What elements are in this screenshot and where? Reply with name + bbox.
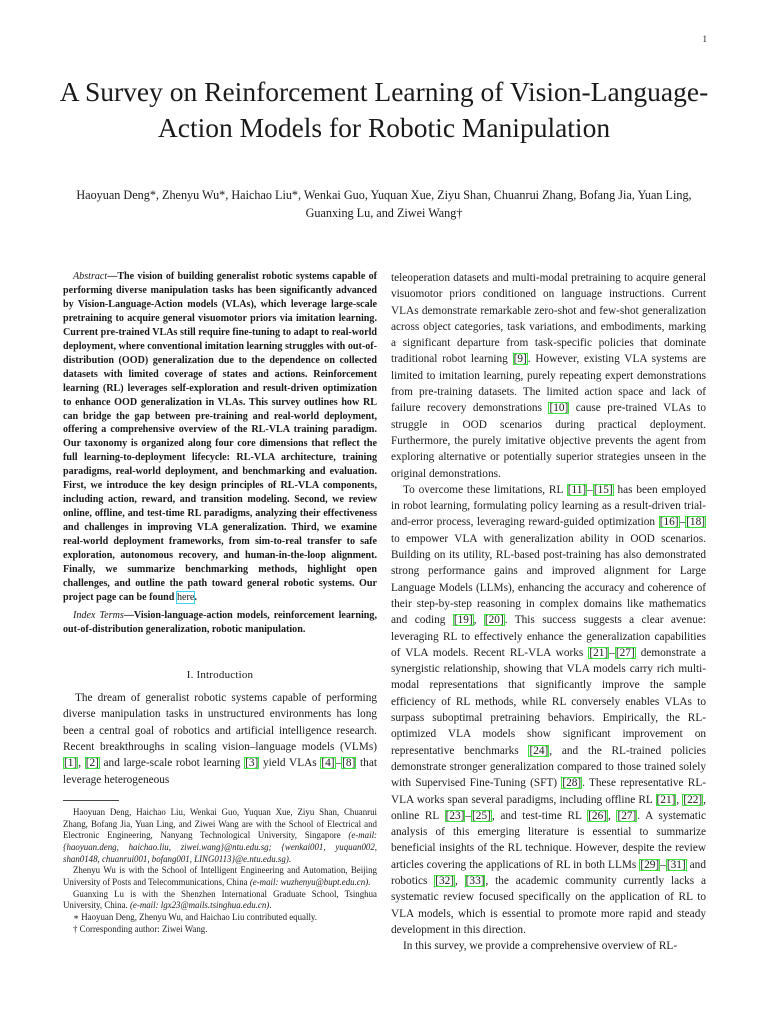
- section-heading-introduction: I. Introduction: [186, 668, 254, 681]
- citation-link[interactable]: [4]: [321, 757, 335, 770]
- abstract-text: —The vision of building generalist robotic systems capable of performing diverse manipulation tasks has been significantly advanced by Vision-Language-Action models (VLAs), which leverage large-scale pretraining to acquire general visuomotor priors via imitation learning. Current pre-trained VLAs still require fine-tuning to adapt to real-world deployment, where conventional imitation learning struggles with out-of-distribution (OOD) generalization due to the dependence on collected datasets with limited coverage of states and actions. Reinforcement learning (RL) leverages self-exploration and result-driven optimization to enhance OOD generalization in VLAs. This survey outlines how RL can bridge the gap between pre-training and real-world deployment, offering a comprehensive overview of the RL-VLA training paradigm. Our taxonomy is organized along four core dimensions that reflect the full learning-to-deployment lifecycle: RL-VLA architecture, training paradigms, real-world deployment, and benchmarking and evaluation. First, we introduce the key design principles of RL-VLA components, including action, reward, and transition modeling. Second, we review online, offline, and test-time RL paradigms, analyzing their effectiveness and challenges in improving VLA generalization. Third, we examine real-world deployment frameworks, from sim-to-real transfer to safe exploration, autonomous recovery, and human-in-the-loop alignment. Finally, we summarize benchmarking methods, highlight open challenges, and outline the path toward general robotic systems. Our project page can be found: [63, 271, 377, 603]
- text-run: –: [587, 483, 593, 496]
- text-run: –: [679, 516, 686, 529]
- citation-link[interactable]: [10]: [549, 402, 569, 415]
- email-text: (e-mail: lgx23@mails.tsinghua.edu.cn): [129, 900, 270, 911]
- text-run: . However, existing VLA systems are limited to imitation learning, purely repeating expert demonstrations from pre-training datasets. The limited action space and lack of failure recovery demonstrations: [391, 353, 706, 415]
- footnote-equal-contribution: [63, 912, 377, 924]
- email-text: (e-mail: {haoyuan.deng, haichao.liu, ziwei.wang}@ntu.edu.sg; {wenkai001, yuquan002, shan0148, chuanrui001, bofang001, LING0113}@e.ntu.edu.sg): [63, 830, 377, 864]
- intro-paragraph: [63, 690, 377, 788]
- footnotes: [63, 807, 377, 936]
- citation-link[interactable]: [2]: [85, 757, 99, 770]
- citation-link[interactable]: [26]: [588, 809, 607, 822]
- footnote-affiliation-tsinghua: [63, 889, 377, 912]
- text-run: . A systematic analysis of this emerging literature is essential to summarize beneficial insights of the RL technique. However, despite the review articles covering the applications of RL in both LLMs: [391, 809, 707, 871]
- footnote-divider: [63, 800, 119, 801]
- right-paragraph-1: [391, 270, 706, 482]
- citation-link[interactable]: [27]: [615, 646, 635, 659]
- text-run: To overcome these limitations, RL: [403, 483, 567, 496]
- text-run: –: [609, 646, 615, 659]
- author-list: Haoyuan Deng*, Zhenyu Wu*, Haichao Liu*, Wenkai Guo, Yuquan Xue, Ziyu Shan, Chuanrui Zhang, Bofang Jia, Yuan Ling, Guanxing Lu, and Ziwei Wang†: [76, 188, 692, 220]
- text-run: demonstrate a synergistic relationship, showing that VLA models carry rich multi-modal representations that significantly improve the sample efficiency of RL methods, while RL conversely enables VLAs to surpass suboptimal pretraining behaviors. Empirically, the RL-optimized VLA models show significant improvement on representative benchmarks: [391, 646, 706, 757]
- text-run: ,: [607, 809, 617, 822]
- citation-link[interactable]: [32]: [435, 874, 455, 887]
- right-column: [391, 270, 706, 954]
- project-page-link[interactable]: here: [176, 591, 195, 603]
- citation-link[interactable]: [25]: [472, 809, 491, 822]
- citation-link[interactable]: [33]: [465, 874, 485, 887]
- email-text: (e-mail: wuzhenyu@bupt.edu.cn): [249, 877, 369, 888]
- text-run: , and the RL-trained policies demonstrate stronger generalization compared to those trained solely with Supervised Fine-Tuning (SFT): [391, 744, 706, 790]
- text-run: . These representative RL-VLA works span several paradigms, including offline RL: [391, 777, 706, 806]
- citation-link[interactable]: [16]: [659, 516, 679, 529]
- citation-link[interactable]: [9]: [513, 353, 527, 366]
- text-run: ∗ Haoyuan Deng, Zhenyu Wu, and Haichao Liu contributed equally.: [73, 912, 317, 923]
- citation-link[interactable]: [22]: [683, 793, 703, 806]
- citation-link[interactable]: [24]: [529, 744, 549, 757]
- text-run: cause pre-trained VLAs to struggle in OOD scenarios during practical deployment. Furthermore, the purely imitative objective prevents the agent from exploring alternative or potentially superior strategies unseen in the original demonstrations.: [391, 402, 706, 480]
- text-run: The dream of generalist robotic systems capable of performing diverse manipulation tasks in unstructured environments has long been a central goal of robotics and artificial intelligence research. Recent breakthroughs in scaling vision–language models (VLMs): [63, 692, 377, 753]
- index-terms: [63, 609, 377, 637]
- citation-link[interactable]: [1]: [64, 757, 78, 770]
- text-run: yield VLAs: [259, 757, 321, 770]
- citation-link[interactable]: [21]: [589, 646, 609, 659]
- text-run: –: [335, 757, 342, 770]
- text-run: and large-scale robot learning: [99, 757, 245, 770]
- text-run: ,: [473, 614, 484, 627]
- text-run: Haoyuan Deng, Haichao Liu, Wenkai Guo, Yuquan Xue, Ziyu Shan, Chuanrui Zhang, Bofang Jia, Yuan Ling, and Ziwei Wang are with the School of Electrical and Electronic Engineering, Nanyang Technological University, Singapore: [63, 806, 377, 841]
- text-run: , and test-time RL: [491, 809, 588, 822]
- text-run: teleoperation datasets and multi-modal pretraining to acquire general visuomotor priors conditioned on language instructions. Current VLAs demonstrate remarkable zero-shot and few-shot generalization across object categories, task variations, and embodiments, marking a significant departure from task-specific policies that dominate traditional robot learning: [391, 272, 706, 366]
- footnote-corresponding-author: [63, 924, 377, 936]
- text-run: and robotics: [391, 858, 706, 887]
- text-run: , the academic community currently lacks a systematic review focused specifically on the application of RL to VLA models, which is essential to promote more rapid and steady development in this direction.: [391, 874, 706, 936]
- page-number: 1: [702, 34, 707, 44]
- abstract-end: .: [194, 591, 197, 603]
- citation-link[interactable]: [28]: [562, 777, 582, 790]
- index-terms-label: Index Terms: [73, 609, 124, 621]
- citation-link[interactable]: [18]: [686, 516, 705, 529]
- text-run: . This success suggests a clear avenue: leveraging RL to effectively enhance the generalization capabilities of VLA models. Recent RL-VLA works: [391, 614, 706, 659]
- text-run: –: [465, 809, 472, 822]
- text-run: .: [269, 900, 272, 911]
- citation-link[interactable]: [29]: [640, 858, 660, 871]
- right-paragraph-2: [391, 482, 706, 938]
- text-run: to empower VLA with generalization ability in OOD scenarios. Building on its utility, RL-based post-training has also demonstrated strong performance gains and improved alignment for Large Language Models (LLMs), enhancing the accuracy and coherence of their step-by-step reasoning in complex domains like mathematics and coding: [391, 532, 706, 627]
- citation-link[interactable]: [11]: [567, 483, 587, 496]
- footnote-affiliation-bupt: [63, 865, 377, 888]
- text-run: ,: [78, 757, 85, 770]
- citation-link[interactable]: [19]: [453, 614, 473, 627]
- citation-link[interactable]: [3]: [245, 757, 259, 770]
- text-run: ,: [676, 793, 683, 806]
- text-run: ,: [455, 874, 465, 887]
- text-run: .: [368, 877, 371, 888]
- text-run: , online RL: [391, 793, 706, 822]
- index-terms-text: —Vision-language-action models, reinforcement learning, out-of-distribution generalization, robotic manipulation.: [63, 609, 377, 635]
- citation-link[interactable]: [23]: [445, 809, 465, 822]
- text-run: Zhenyu Wu is with the School of Intelligent Engineering and Automation, Beijing University of Posts and Telecommunications, China: [63, 865, 377, 888]
- left-column: [63, 270, 377, 936]
- text-run: † Corresponding author: Ziwei Wang.: [73, 923, 208, 934]
- citation-link[interactable]: [31]: [666, 858, 686, 871]
- paper-title: A Survey on Reinforcement Learning of Vision-Language-Action Models for Robotic Manipulation: [59, 76, 709, 143]
- abstract: [63, 270, 377, 605]
- text-run: In this survey, we provide a comprehensive overview of RL-: [403, 940, 678, 953]
- citation-link[interactable]: [8]: [342, 757, 356, 770]
- abstract-label: Abstract: [73, 271, 108, 282]
- citation-link[interactable]: [27]: [617, 809, 637, 822]
- text-run: has been employed in robot learning, formulating policy learning as a result-driven trial-and-error process, leveraging reward-guided optimization: [391, 483, 707, 529]
- text-run: .: [288, 853, 291, 864]
- footnote-affiliation-ntu: [63, 807, 377, 866]
- citation-link[interactable]: [21]: [656, 793, 676, 806]
- citation-link[interactable]: [15]: [593, 483, 613, 496]
- text-run: that leverage heterogeneous: [63, 757, 377, 786]
- citation-link[interactable]: [20]: [484, 614, 504, 627]
- right-paragraph-3: [391, 938, 706, 954]
- text-run: Guanxing Lu is with the Shenzhen International Graduate School, Tsinghua University, China.: [63, 888, 377, 911]
- text-run: –: [660, 858, 666, 871]
